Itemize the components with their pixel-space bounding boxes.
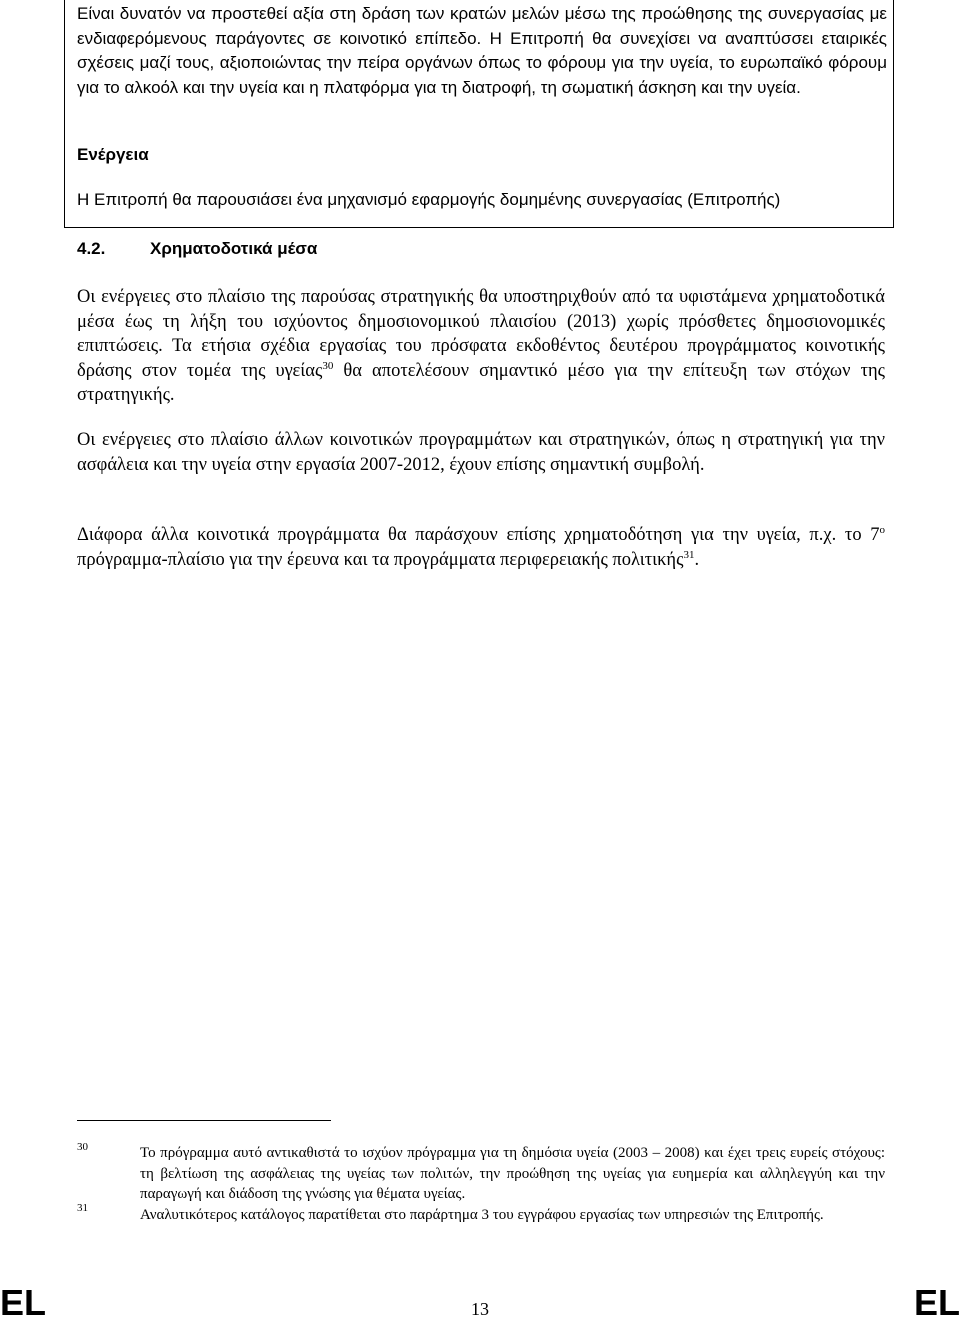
page-number: 13 [471, 1299, 489, 1319]
paragraph-community-programmes [77, 523, 885, 572]
action-heading: Ενέργεια [77, 145, 149, 164]
footnote-number-30: 30 [77, 1141, 88, 1153]
footnote-text-31: Αναλυτικότερος κατάλογος παρατίθεται στο παράρτημα 3 του εγγράφου εργασίας των υπηρεσιών της Επιτροπής. [140, 1207, 824, 1223]
paragraph-other-programmes: Οι ενέργειες στο πλαίσιο άλλων κοινοτικών προγραμμάτων και στρατηγικών, όπως η στρατηγική για την ασφάλεια και την υγεία στην εργασία 2007-2012, έχουν επίσης σημαντική συμβολή. [77, 430, 885, 475]
paragraph-text: Διάφορα άλλα κοινοτικά προγράμματα θα παράσχουν επίσης χρηματοδότηση για την υγεία, π.χ. το 7 [77, 525, 880, 545]
action-text: Η Επιτροπή θα παρουσιάσει ένα μηχανισμό εφαρμογής δομημένης συνεργασίας (Επιτροπής) [77, 190, 781, 209]
section-heading [77, 239, 317, 259]
language-code-left: EL [0, 1282, 47, 1323]
paragraph-funding [77, 285, 885, 408]
box-paragraph: Είναι δυνατόν να προστεθεί αξία στη δράση των κρατών μελών μέσω της προώθησης της συνεργασίας με ενδιαφερόμενους παράγοντες σε κοινοτικό επίπεδο. Η Επιτροπή θα συνεχίσει να αναπτύσσει εταιρικές σχέσεις μαζί τους, αξιοποιώντας την πείρα οργάνων όπως το φόρουμ για την υγεία, το ευρωπαϊκό φόρουμ για το αλκοόλ και την υγεία και η πλατφόρμα για τη διατροφή, τη σωματική άσκηση και την υγεία. [77, 4, 887, 97]
paragraph-text: θα αποτελέσουν σημαντικό μέσο για την επίτευξη των στόχων της στρατηγικής. [77, 360, 885, 405]
paragraph-text: Οι ενέργειες στο πλαίσιο της παρούσας στρατηγικής θα υποστηριχθούν από τα υφιστάμενα χρηματοδοτικά μέσα έως τη λήξη του ισχύοντος δημοσιονομικού πλαισίου (2013) χωρίς πρόσθετες δημοσιονομικές επιπτώσεις. Τα ετήσια σχέδια εργασίας του πρόσφατα εκδοθέντος δευτέρου προγράμματος κοινοτικής δράσης στον τομέα της υγείας [77, 287, 885, 381]
footnote-ref-30[interactable]: 30 [322, 359, 334, 372]
section-title: Χρηματοδοτικά μέσα [150, 239, 318, 258]
language-code-right: EL [913, 1282, 960, 1323]
ordinal-superscript: ο [879, 523, 885, 536]
section-number: 4.2. [77, 239, 106, 258]
footnote-number-31: 31 [77, 1202, 88, 1214]
paragraph-text: . [694, 549, 700, 570]
footnote-text-30: Το πρόγραμμα αυτό αντικαθιστά το ισχύον πρόγραμμα για τη δημόσια υγεία (2003 – 2008) και έχει τρεις ευρείς στόχους: τη βελτίωση της ασφάλειας της υγείας των πολιτών, την προώθηση της υγείας για ευημερία και αλληλεγγύη και την παραγωγή και διάδοση της γνώσης για θέματα υγείας. [140, 1145, 885, 1202]
footnote-ref-31[interactable]: 31 [683, 548, 695, 561]
footnote-separator [77, 1120, 331, 1121]
paragraph-text: πρόγραμμα-πλαίσιο για την έρευνα και τα προγράμματα περιφερειακής πολιτικής [77, 549, 684, 570]
